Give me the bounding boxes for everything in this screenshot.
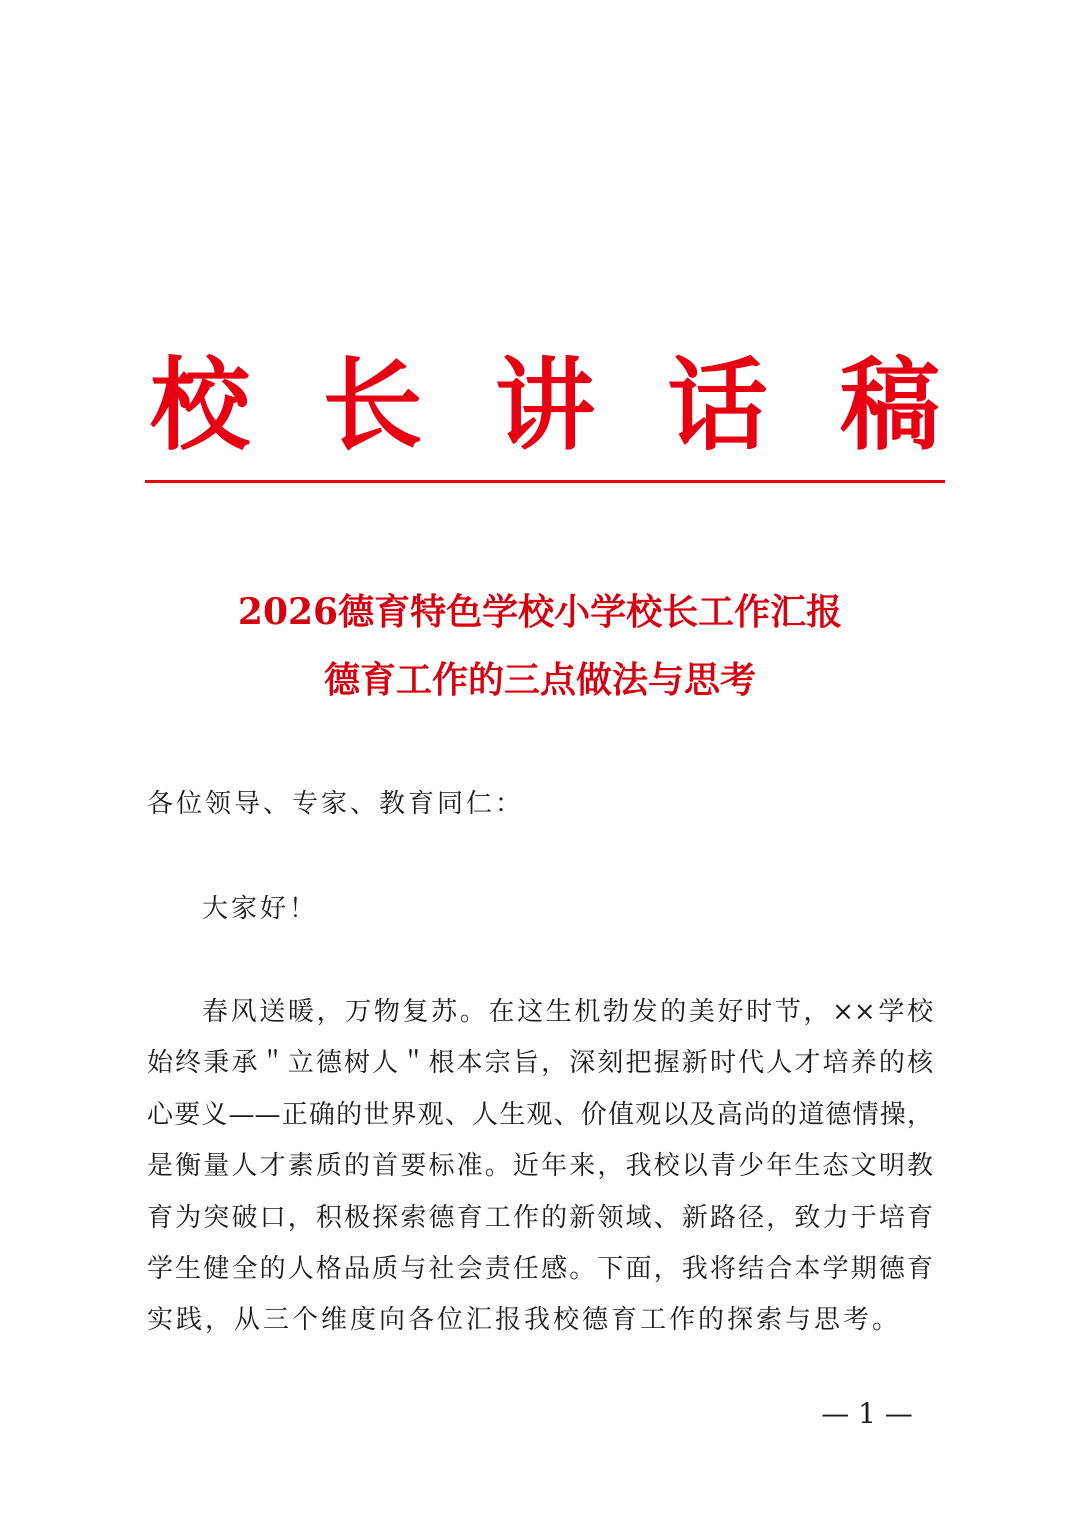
masthead-char: 长 bbox=[322, 346, 423, 464]
masthead-char: 讲 bbox=[495, 346, 595, 464]
red-divider-line bbox=[145, 480, 945, 483]
masthead-title bbox=[145, 346, 945, 464]
body-line: 学生健全的人格品质与社会责任感。下面，我将结合本学期德育 bbox=[147, 1253, 933, 1284]
page-number: — 1 — bbox=[821, 1397, 913, 1430]
body-line: 春风送暖，万物复苏。在这生机勃发的美好时节，××学校 bbox=[202, 997, 933, 1027]
body-line: 心要义——正确的世界观、人生观、价值观以及高尚的道德情操， bbox=[147, 1099, 933, 1130]
body-line: 育为突破口，积极探索德育工作的新领域、新路径，致力于培育 bbox=[147, 1202, 933, 1233]
document-title-line-2: 德育工作的三点做法与思考 bbox=[323, 659, 756, 701]
masthead-char: 校 bbox=[150, 346, 250, 464]
greeting: 大家好！ bbox=[202, 894, 319, 924]
body-line: 始终秉承＂立德树人＂根本宗旨，深刻把握新时代人才培养的核 bbox=[147, 1048, 933, 1079]
document-title-line-1: 2026德育特色学校小学校长工作汇报 bbox=[237, 591, 843, 633]
salutation: 各位领导、专家、教育同仁： bbox=[147, 789, 525, 819]
body-line: 是衡量人才素质的首要标准。近年来，我校以青少年生态文明教 bbox=[147, 1151, 933, 1182]
masthead-char: 稿 bbox=[840, 346, 940, 464]
body-paragraph bbox=[147, 990, 933, 1350]
body-line: 实践，从三个维度向各位汇报我校德育工作的探索与思考。 bbox=[147, 1305, 902, 1336]
masthead-char: 话 bbox=[667, 346, 768, 464]
